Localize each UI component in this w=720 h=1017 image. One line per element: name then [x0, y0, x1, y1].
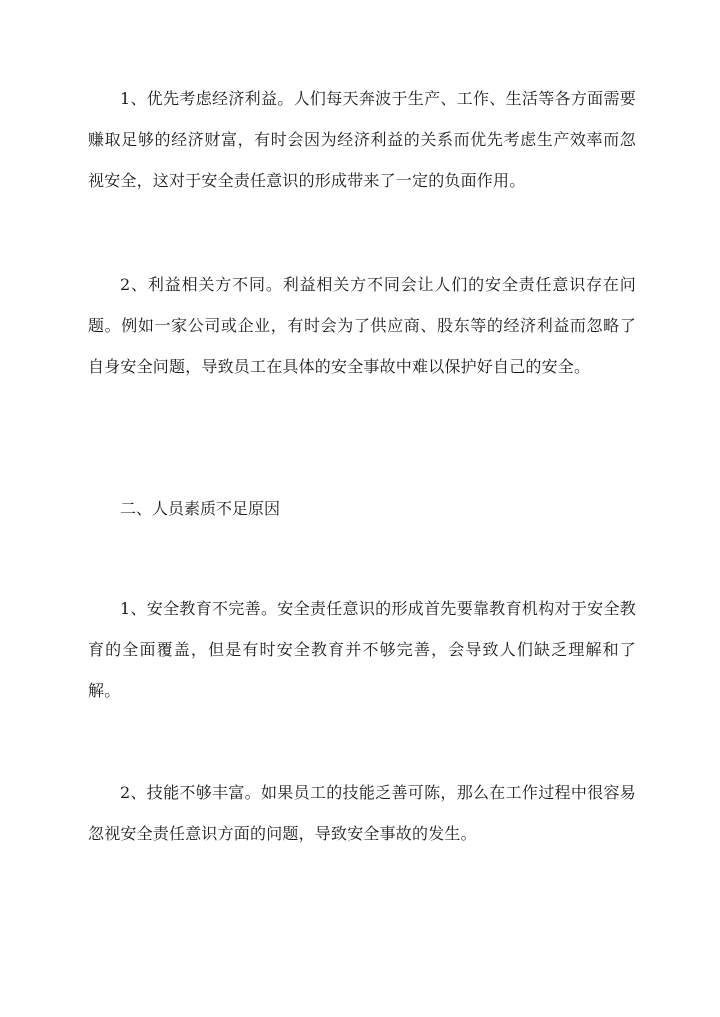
paragraph-text: 2、技能不够丰富。如果员工的技能乏善可陈，那么在工作过程中很容易忽视安全责任意识方面的问题，导致安全事故的发生。	[88, 783, 636, 843]
paragraph-text: 1、优先考虑经济利益。人们每天奔波于生产、工作、生活等各方面需要赚取足够的经济财富，有时会因为经济利益的关系而优先考虑生产效率而忽视安全，这对于安全责任意识的形成带来了一定的负面作用。	[88, 89, 636, 190]
section-heading	[88, 488, 636, 529]
paragraph-text: 1、安全教育不完善。安全责任意识的形成首先要靠教育机构对于安全教育的全面覆盖，但是有时安全教育并不够完善，会导致人们缺乏理解和了解。	[88, 599, 636, 700]
paragraph-safety-education	[88, 588, 636, 711]
paragraph-text: 2、利益相关方不同。利益相关方不同会让人们的安全责任意识存在问题。例如一家公司或企业，有时会为了供应商、股东等的经济利益而忽略了自身安全问题，导致员工在具体的安全事故中难以保护好自己的安全。	[88, 275, 636, 376]
paragraph-economic-interest	[88, 78, 636, 201]
paragraph-skills	[88, 772, 636, 854]
section-heading-text: 二、人员素质不足原因	[120, 499, 281, 518]
paragraph-stakeholders	[88, 264, 636, 387]
